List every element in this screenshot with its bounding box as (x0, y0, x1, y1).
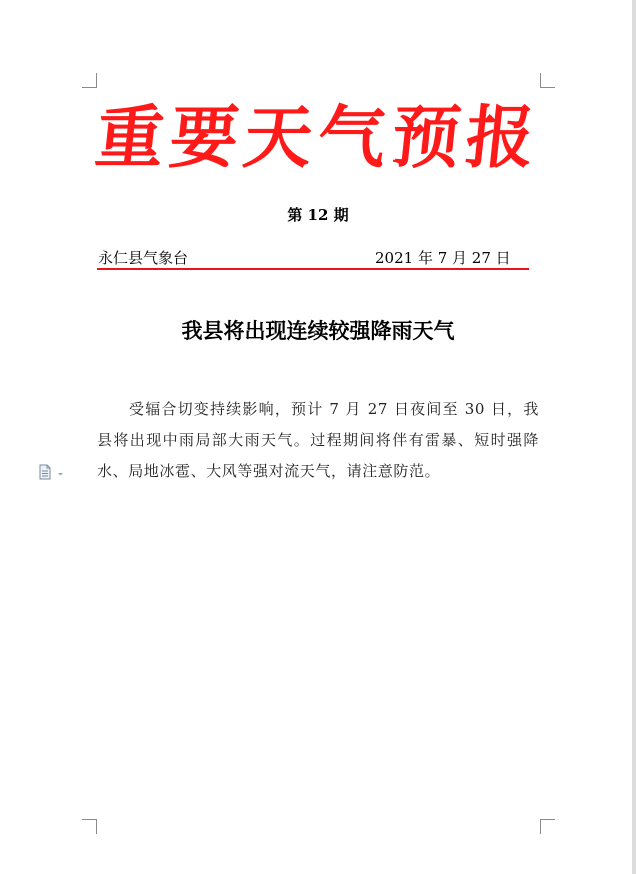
crop-mark-top-right (540, 73, 555, 88)
page-edge (632, 0, 636, 874)
red-divider-line (97, 268, 529, 270)
article-body: 受辐合切变持续影响，预计 7 月 27 日夜间至 30 日，我县将出现中雨局部大雨天气。过程期间将伴有雷暴、短时强降水、局地冰雹、大风等强对流天气，请注意防范。 (97, 400, 539, 480)
issue-date: 2021 年 7 月 27 日 (375, 249, 511, 267)
crop-mark-bottom-right (540, 819, 555, 834)
document-icon (39, 464, 65, 480)
masthead-title: 重要天气预报 (91, 98, 545, 178)
issuer-name: 永仁县气象台 (98, 249, 189, 267)
article-headline: 我县将出现连续较强降雨天气 (181, 318, 455, 343)
issue-number: 第 12 期 (287, 206, 349, 224)
crop-mark-bottom-left (82, 819, 97, 834)
paragraph-options-icon[interactable] (39, 464, 65, 480)
crop-mark-top-left (82, 73, 97, 88)
